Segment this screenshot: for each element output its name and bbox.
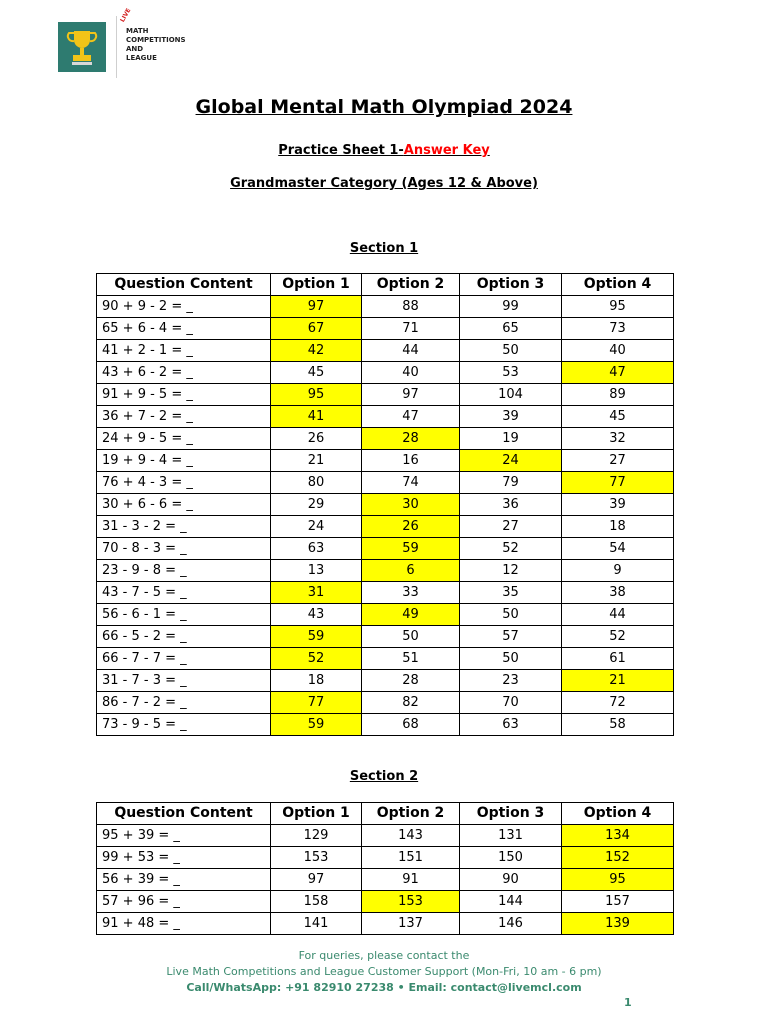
option-cell: 82 [362, 692, 460, 714]
table-header-row [97, 803, 674, 825]
table-header-row [97, 274, 674, 296]
option-cell: 137 [362, 913, 460, 935]
option-cell: 45 [271, 362, 362, 384]
option-cell: 99 [460, 296, 562, 318]
option-cell: 39 [460, 406, 562, 428]
option-cell: 150 [460, 847, 562, 869]
answer-option-cell: 30 [362, 494, 460, 516]
page-number: 1 [624, 996, 632, 1009]
question-cell: 41 + 2 - 1 = _ [97, 340, 271, 362]
section-1-title: Section 1 [349, 241, 419, 256]
option-cell: 52 [460, 538, 562, 560]
question-cell: 70 - 8 - 3 = _ [97, 538, 271, 560]
option-cell: 38 [562, 582, 674, 604]
header-option-4: Option 4 [562, 274, 674, 296]
option-cell: 89 [562, 384, 674, 406]
option-cell: 97 [271, 869, 362, 891]
option-cell: 50 [362, 626, 460, 648]
option-cell: 45 [562, 406, 674, 428]
question-cell: 57 + 96 = _ [97, 891, 271, 913]
section-1-answer-table [96, 273, 674, 736]
option-cell: 63 [271, 538, 362, 560]
answer-option-cell: 95 [271, 384, 362, 406]
question-cell: 95 + 39 = _ [97, 825, 271, 847]
option-cell: 44 [562, 604, 674, 626]
answer-option-cell: 59 [362, 538, 460, 560]
option-cell: 27 [562, 450, 674, 472]
question-cell: 90 + 9 - 2 = _ [97, 296, 271, 318]
header-option-3: Option 3 [460, 803, 562, 825]
option-cell: 40 [562, 340, 674, 362]
table-row [97, 913, 674, 935]
option-cell: 29 [271, 494, 362, 516]
answer-option-cell: 24 [460, 450, 562, 472]
option-cell: 143 [362, 825, 460, 847]
option-cell: 104 [460, 384, 562, 406]
option-cell: 52 [562, 626, 674, 648]
option-cell: 13 [271, 560, 362, 582]
page-title: Global Mental Math Olympiad 2024 [195, 96, 573, 118]
option-cell: 9 [562, 560, 674, 582]
answer-option-cell: 41 [271, 406, 362, 428]
option-cell: 72 [562, 692, 674, 714]
question-cell: 66 - 5 - 2 = _ [97, 626, 271, 648]
answer-option-cell: 49 [362, 604, 460, 626]
option-cell: 58 [562, 714, 674, 736]
table-row [97, 560, 674, 582]
option-cell: 97 [362, 384, 460, 406]
answer-option-cell: 95 [562, 869, 674, 891]
option-cell: 44 [362, 340, 460, 362]
option-cell: 18 [271, 670, 362, 692]
option-cell: 50 [460, 340, 562, 362]
option-cell: 71 [362, 318, 460, 340]
option-cell: 91 [362, 869, 460, 891]
header-question-content: Question Content [97, 803, 271, 825]
option-cell: 57 [460, 626, 562, 648]
option-cell: 50 [460, 604, 562, 626]
option-cell: 23 [460, 670, 562, 692]
answer-key-label: Answer Key [403, 143, 490, 158]
question-cell: 99 + 53 = _ [97, 847, 271, 869]
option-cell: 141 [271, 913, 362, 935]
table-row [97, 626, 674, 648]
question-cell: 23 - 9 - 8 = _ [97, 560, 271, 582]
option-cell: 90 [460, 869, 562, 891]
option-cell: 158 [271, 891, 362, 913]
answer-option-cell: 59 [271, 714, 362, 736]
answer-option-cell: 31 [271, 582, 362, 604]
option-cell: 32 [562, 428, 674, 450]
option-cell: 153 [271, 847, 362, 869]
option-cell: 27 [460, 516, 562, 538]
header-option-3: Option 3 [460, 274, 562, 296]
option-cell: 79 [460, 472, 562, 494]
table-row [97, 714, 674, 736]
answer-option-cell: 134 [562, 825, 674, 847]
answer-option-cell: 42 [271, 340, 362, 362]
answer-option-cell: 77 [562, 472, 674, 494]
header-option-1: Option 1 [271, 274, 362, 296]
option-cell: 151 [362, 847, 460, 869]
header-question-content: Question Content [97, 274, 271, 296]
option-cell: 21 [271, 450, 362, 472]
table-row [97, 340, 674, 362]
trophy-logo-icon [58, 22, 106, 72]
option-cell: 33 [362, 582, 460, 604]
answer-option-cell: 153 [362, 891, 460, 913]
option-cell: 74 [362, 472, 460, 494]
header-option-4: Option 4 [562, 803, 674, 825]
question-cell: 43 - 7 - 5 = _ [97, 582, 271, 604]
option-cell: 157 [562, 891, 674, 913]
option-cell: 68 [362, 714, 460, 736]
option-cell: 35 [460, 582, 562, 604]
category-title: Grandmaster Category (Ages 12 & Above) [230, 176, 538, 191]
practice-sheet-subtitle: Practice Sheet 1-Answer Key [278, 143, 490, 158]
table-row [97, 450, 674, 472]
option-cell: 63 [460, 714, 562, 736]
table-row [97, 604, 674, 626]
footer-contact-intro: For queries, please contact the [298, 949, 470, 962]
logo-divider [116, 16, 117, 78]
question-cell: 19 + 9 - 4 = _ [97, 450, 271, 472]
option-cell: 28 [362, 670, 460, 692]
table-row [97, 494, 674, 516]
option-cell: 40 [362, 362, 460, 384]
question-cell: 24 + 9 - 5 = _ [97, 428, 271, 450]
table-row [97, 472, 674, 494]
footer-support-hours: Live Math Competitions and League Customer Support (Mon-Fri, 10 am - 6 pm) [166, 965, 602, 978]
question-cell: 36 + 7 - 2 = _ [97, 406, 271, 428]
answer-option-cell: 47 [562, 362, 674, 384]
answer-option-cell: 6 [362, 560, 460, 582]
table-row [97, 384, 674, 406]
answer-option-cell: 21 [562, 670, 674, 692]
question-cell: 56 + 39 = _ [97, 869, 271, 891]
option-cell: 39 [562, 494, 674, 516]
header-option-2: Option 2 [362, 803, 460, 825]
option-cell: 73 [562, 318, 674, 340]
option-cell: 80 [271, 472, 362, 494]
table-row [97, 648, 674, 670]
option-cell: 26 [271, 428, 362, 450]
option-cell: 19 [460, 428, 562, 450]
question-cell: 86 - 7 - 2 = _ [97, 692, 271, 714]
option-cell: 36 [460, 494, 562, 516]
question-cell: 91 + 9 - 5 = _ [97, 384, 271, 406]
table-row [97, 847, 674, 869]
option-cell: 43 [271, 604, 362, 626]
answer-option-cell: 59 [271, 626, 362, 648]
table-row [97, 670, 674, 692]
table-row [97, 582, 674, 604]
option-cell: 50 [460, 648, 562, 670]
logo-brand-text: MATH COMPETITIONS AND LEAGUE [126, 27, 186, 62]
option-cell: 24 [271, 516, 362, 538]
table-row [97, 825, 674, 847]
answer-option-cell: 28 [362, 428, 460, 450]
header-option-2: Option 2 [362, 274, 460, 296]
answer-option-cell: 26 [362, 516, 460, 538]
table-row [97, 692, 674, 714]
logo-live-tag: LIVE [119, 7, 133, 24]
question-cell: 30 + 6 - 6 = _ [97, 494, 271, 516]
section-2-title: Section 2 [349, 769, 419, 784]
option-cell: 129 [271, 825, 362, 847]
option-cell: 131 [460, 825, 562, 847]
option-cell: 16 [362, 450, 460, 472]
answer-option-cell: 67 [271, 318, 362, 340]
option-cell: 95 [562, 296, 674, 318]
answer-option-cell: 77 [271, 692, 362, 714]
option-cell: 65 [460, 318, 562, 340]
option-cell: 54 [562, 538, 674, 560]
table-row [97, 869, 674, 891]
table-row [97, 296, 674, 318]
option-cell: 53 [460, 362, 562, 384]
table-row [97, 428, 674, 450]
table-row [97, 891, 674, 913]
footer-contact-details: Call/WhatsApp: +91 82910 27238 • Email: contact@livemcl.com [186, 981, 582, 994]
question-cell: 31 - 7 - 3 = _ [97, 670, 271, 692]
table-row [97, 516, 674, 538]
question-cell: 91 + 48 = _ [97, 913, 271, 935]
question-cell: 31 - 3 - 2 = _ [97, 516, 271, 538]
option-cell: 61 [562, 648, 674, 670]
option-cell: 12 [460, 560, 562, 582]
question-cell: 56 - 6 - 1 = _ [97, 604, 271, 626]
answer-option-cell: 152 [562, 847, 674, 869]
option-cell: 146 [460, 913, 562, 935]
table-row [97, 318, 674, 340]
option-cell: 51 [362, 648, 460, 670]
option-cell: 88 [362, 296, 460, 318]
option-cell: 47 [362, 406, 460, 428]
question-cell: 76 + 4 - 3 = _ [97, 472, 271, 494]
option-cell: 18 [562, 516, 674, 538]
question-cell: 66 - 7 - 7 = _ [97, 648, 271, 670]
option-cell: 70 [460, 692, 562, 714]
question-cell: 65 + 6 - 4 = _ [97, 318, 271, 340]
answer-option-cell: 97 [271, 296, 362, 318]
section-2-answer-table [96, 802, 674, 935]
logo [58, 7, 186, 78]
question-cell: 73 - 9 - 5 = _ [97, 714, 271, 736]
answer-option-cell: 52 [271, 648, 362, 670]
header-option-1: Option 1 [271, 803, 362, 825]
table-row [97, 362, 674, 384]
option-cell: 144 [460, 891, 562, 913]
table-row [97, 538, 674, 560]
answer-option-cell: 139 [562, 913, 674, 935]
question-cell: 43 + 6 - 2 = _ [97, 362, 271, 384]
table-row [97, 406, 674, 428]
